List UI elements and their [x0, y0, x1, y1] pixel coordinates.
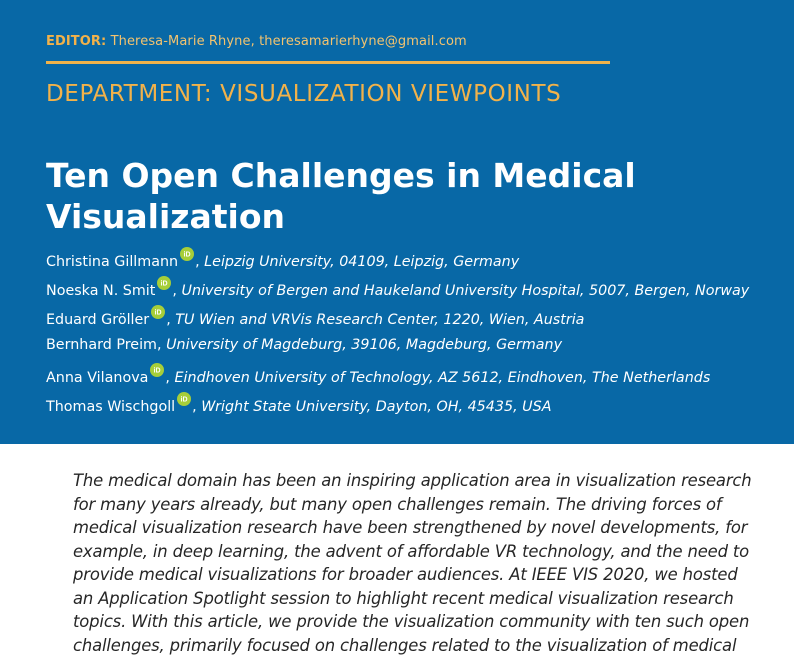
author-separator: , — [195, 254, 200, 270]
orcid-badge-text: iD — [181, 397, 188, 404]
author-separator: , — [157, 337, 162, 353]
editor-value: Theresa-Marie Rhyne, theresamarierhyne@gmail.com — [111, 34, 467, 49]
orcid-badge-text: iD — [155, 310, 162, 317]
author-affiliation: Wright State University, Dayton, OH, 45435, USA — [197, 399, 552, 415]
abstract-line: an Application Spotlight session to highlight recent medical visualization research — [73, 587, 733, 611]
orcid-badge-text: iD — [154, 368, 161, 375]
abstract-line: challenges, primarily focused on challenges related to the visualization of medical — [73, 634, 733, 657]
author-name: Eduard Gröller — [46, 312, 149, 328]
author-name: Christina Gillmann — [46, 254, 178, 270]
author-affiliation: TU Wien and VRVis Research Center, 1220, Wien, Austria — [171, 312, 585, 328]
author-list — [46, 247, 786, 421]
author-separator: , — [192, 399, 197, 415]
editor-label: EDITOR: — [46, 34, 106, 49]
article-title — [46, 155, 686, 237]
abstract-line: The medical domain has been an inspiring application area in visualization research — [73, 469, 733, 493]
author-name: Anna Vilanova — [46, 370, 148, 386]
abstract — [73, 469, 733, 657]
author-affiliation: Eindhoven University of Technology, AZ 5612, Eindhoven, The Netherlands — [170, 370, 710, 386]
abstract-line: topics. With this article, we provide the visualization community with ten such open — [73, 610, 733, 634]
orcid-icon[interactable] — [150, 363, 164, 377]
abstract-line: provide medical visualizations for broader audiences. At IEEE VIS 2020, we hosted — [73, 563, 733, 587]
orcid-icon[interactable] — [151, 305, 165, 319]
orcid-badge-text: iD — [184, 252, 191, 259]
author-separator: , — [165, 370, 170, 386]
author-affiliation: University of Bergen and Haukeland University Hospital, 5007, Bergen, Norway — [177, 283, 749, 299]
editor-line — [46, 34, 467, 49]
abstract-line: medical visualization research have been strengthened by novel developments, for — [73, 516, 733, 540]
author-separator: , — [172, 283, 177, 299]
author-row — [46, 247, 786, 276]
department-heading: DEPARTMENT: VISUALIZATION VIEWPOINTS — [46, 81, 561, 107]
title-line-2: Visualization — [46, 196, 686, 237]
orcid-icon[interactable] — [157, 276, 171, 290]
author-name: Thomas Wischgoll — [46, 399, 175, 415]
abstract-line: for many years already, but many open challenges remain. The driving forces of — [73, 493, 733, 517]
author-row — [46, 363, 786, 392]
author-name: Bernhard Preim — [46, 337, 157, 353]
orcid-icon[interactable] — [180, 247, 194, 261]
author-row — [46, 276, 786, 305]
author-row — [46, 392, 786, 421]
author-separator: , — [166, 312, 171, 328]
author-affiliation: Leipzig University, 04109, Leipzig, Germany — [200, 254, 520, 270]
divider-rule — [46, 61, 610, 64]
author-row — [46, 334, 786, 363]
title-line-1: Ten Open Challenges in Medical — [46, 155, 686, 196]
orcid-badge-text: iD — [161, 281, 168, 288]
author-affiliation: University of Magdeburg, 39106, Magdeburg, Germany — [162, 337, 563, 353]
author-name: Noeska N. Smit — [46, 283, 155, 299]
abstract-line: example, in deep learning, the advent of affordable VR technology, and the need to — [73, 540, 733, 564]
author-row — [46, 305, 786, 334]
orcid-icon[interactable] — [177, 392, 191, 406]
